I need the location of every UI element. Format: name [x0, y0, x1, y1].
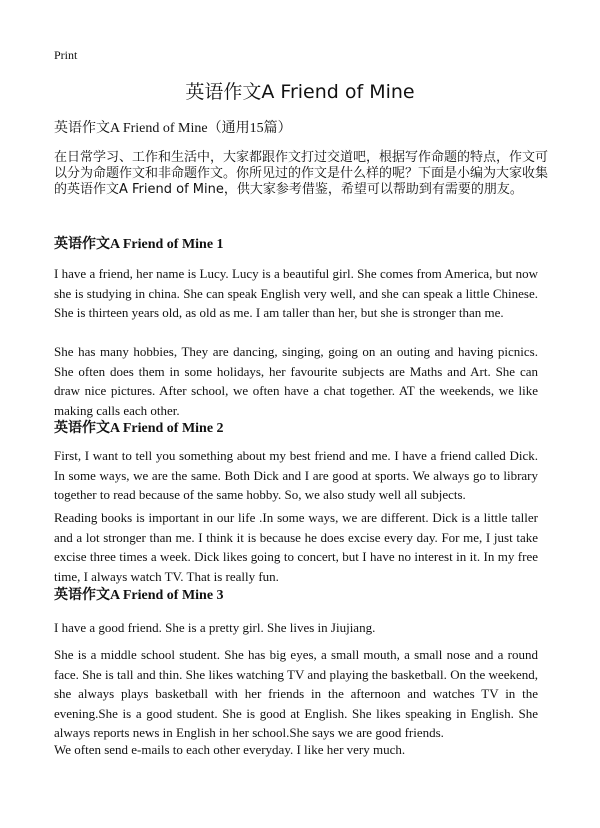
essay-3-paragraph-2: She is a middle school student. She has big eyes, a small mouth, a small nose and a round face. She is tall and thin. She likes watching TV and playing the basketball. On the weekend, she always plays basketball with her friends in the afternoon and watches TV in the evening.She is a good student. She is good at English. She likes speaking in English. She always reports news in English in her school.She says we are good friends.	[54, 647, 538, 740]
essay-heading-3: 英语作文A Friend of Mine 3	[54, 588, 224, 603]
essay-3-paragraph-1: I have a good friend. She is a pretty girl. She lives in Jiujiang.	[54, 620, 376, 635]
essay-1-paragraph-1: I have a friend, her name is Lucy. Lucy is a beautiful girl. She comes from America, but now she is studying in china. She can speak English very well, and she can speak a little Chinese. She is thirteen years old, as old as me. I am taller than her, but she is stronger than me.	[54, 266, 538, 320]
intro-paragraph: 在日常学习、工作和生活中，大家都跟作文打过交道吧，根据写作命题的特点，作文可以分为命题作文和非命题作文。你所见过的作文是什么样的呢？下面是小编为大家收集的英语作文A Friend of Mine，供大家参考借鉴，希望可以帮助到有需要的朋友。	[54, 150, 549, 197]
print-link[interactable]: Print	[54, 48, 78, 62]
essay-3-paragraph-3: We often send e-mails to each other everyday. I like her very much.	[54, 742, 406, 757]
essay-2-paragraph-1: First, I want to tell you something about my best friend and me. I have a friend called Dick. In some ways, we are the same. Both Dick and I are good at sports. We always go to library together to read because of the same hobby. So, we also study well all subjects.	[54, 448, 538, 502]
subtitle: 英语作文A Friend of Mine（通用15篇）	[54, 121, 292, 136]
essay-2-paragraph-2: Reading books is important in our life .In some ways, we are different. Dick is a little taller and a lot stronger than me. I think it is because he does excise every day. For me, I just take excise three times a week. Dick likes going to concert, but I have no interest in it. In my free time, I always watch TV. That is really fun.	[54, 510, 538, 584]
essay-heading-1: 英语作文A Friend of Mine 1	[54, 237, 224, 252]
essay-heading-2: 英语作文A Friend of Mine 2	[54, 421, 224, 436]
page-title: 英语作文A Friend of Mine	[185, 81, 415, 103]
essay-1-paragraph-2: She has many hobbies, They are dancing, singing, going on an outing and having picnics. She often does them in some holidays, her favourite subjects are Maths and Art. She can draw nice pictures. After school, we often have a chat together. AT the weekends, we like making calls each other.	[54, 344, 538, 418]
